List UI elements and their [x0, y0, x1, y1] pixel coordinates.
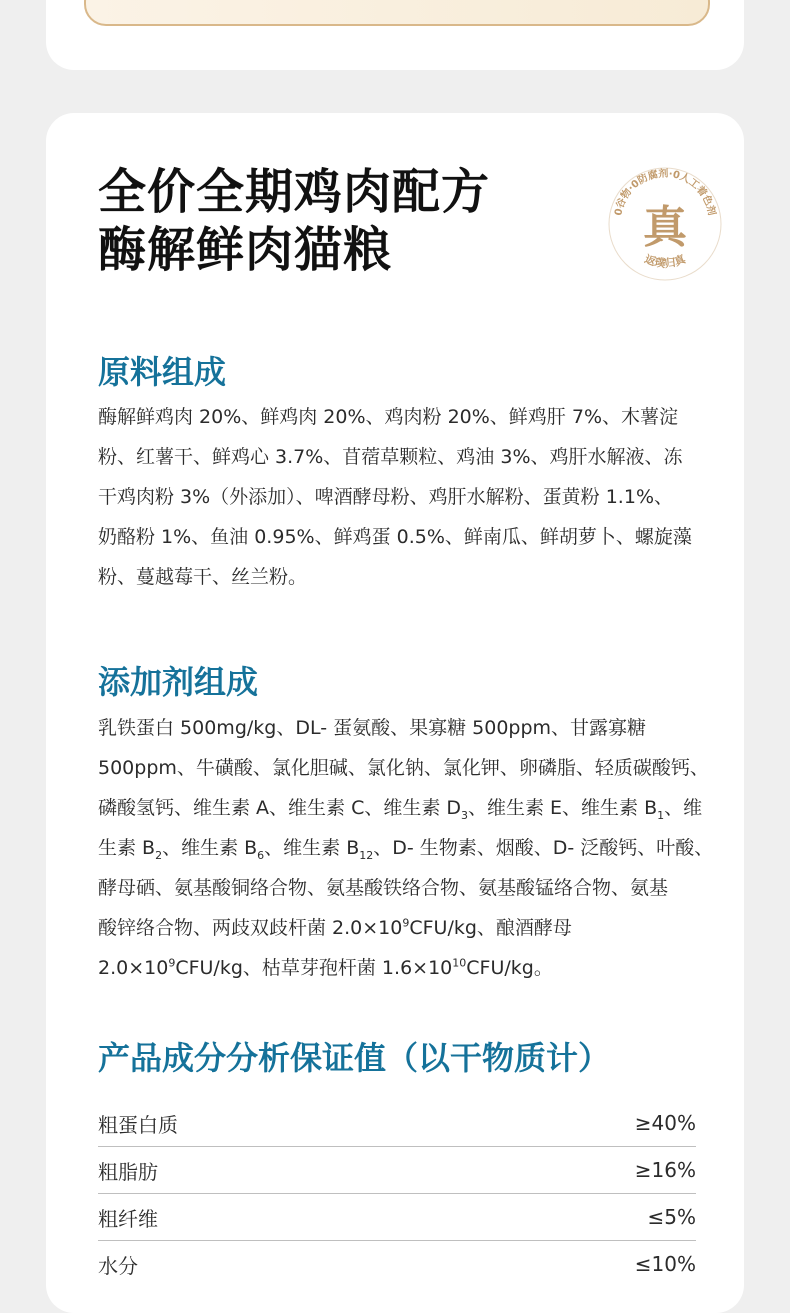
raw-materials-heading: 原料组成 [98, 353, 227, 391]
top-card [46, 0, 744, 70]
analysis-value: ≤5% [647, 1205, 696, 1229]
seal-ring-text-top: 0谷物·0防腐剂·0人工着色剂 [613, 168, 717, 217]
raw-materials-text [98, 397, 698, 597]
additives-line: 500ppm、牛磺酸、氯化胆碱、氯化钠、氯化钾、卵磷脂、轻质碳酸钙、 [98, 757, 709, 779]
additives-text [98, 708, 714, 988]
product-title [98, 163, 490, 279]
analysis-row [98, 1147, 696, 1194]
product-title-line1: 全价全期鸡肉配方 [98, 164, 491, 220]
raw-materials-line: 酶解鲜鸡肉 20%、鲜鸡肉 20%、鸡肉粉 20%、鲜鸡肝 7%、木薯淀 [98, 406, 678, 428]
seal-ring-text-bottom: 返璞归真 [642, 252, 688, 271]
seal-center-char: 真 [643, 202, 687, 253]
analysis-value: ≥16% [634, 1158, 696, 1182]
additives-line: 酸锌络合物、两歧双歧杆菌 $2.0\times 10^9CFU/kg$、酿酒酵母 [98, 916, 572, 939]
analysis-label: 粗脂肪 [98, 1159, 158, 1184]
analysis-table [98, 1100, 696, 1287]
analysis-label: 粗纤维 [98, 1206, 158, 1231]
analysis-label: 粗蛋白质 [98, 1112, 178, 1137]
additives-line: 磷酸氢钙、维生素 A、维生素 C、维生素 $D_3$、维生素 E、维生素 $B_1$、维 [98, 797, 703, 822]
additives-line: $2.0\times 10^9CFU/kg$、枯草芽孢杆菌 $1.6\times 10^{10}CFU/kg$。 [98, 956, 553, 979]
analysis-row [98, 1194, 696, 1241]
analysis-value: ≤10% [634, 1252, 696, 1276]
raw-materials-line: 粉、红薯干、鲜鸡心 3.7%、苜蓿草颗粒、鸡油 3%、鸡肝水解液、冻 [98, 446, 683, 468]
analysis-value: ≥40% [634, 1111, 696, 1135]
raw-materials-line: 干鸡肉粉 3%（外添加）、啤酒酵母粉、鸡肝水解粉、蛋黄粉 1.1%、 [98, 486, 673, 508]
additives-heading: 添加剂组成 [98, 663, 259, 701]
analysis-heading: 产品成分分析保证值（以干物质计） [98, 1039, 611, 1077]
raw-materials-line: 粉、蔓越莓干、丝兰粉。 [98, 566, 308, 588]
additives-line: 乳铁蛋白 500mg/kg、DL- 蛋氨酸、果寡糖 500ppm、甘露寡糖 [98, 717, 647, 739]
raw-materials-line: 奶酪粉 1%、鱼油 0.95%、鲜鸡蛋 0.5%、鲜南瓜、鲜胡萝卜、螺旋藻 [98, 526, 692, 548]
analysis-row [98, 1241, 696, 1287]
additives-line: 生素 $B_2$、维生素 $B_6$、维生素 $B_{12}$、D- 生物素、烟酸、D- 泛酸钙、叶酸、 [98, 837, 714, 862]
authentic-seal-icon [608, 156, 722, 284]
analysis-label: 水分 [98, 1253, 138, 1278]
additives-line: 酵母硒、氨基酸铜络合物、氨基酸铁络合物、氨基酸锰络合物、氨基 [98, 877, 669, 899]
svg-text:返璞归真 [643, 251, 689, 270]
top-banner-pill [84, 0, 710, 26]
product-title-line2: 酶解鲜肉猫粮 [98, 222, 393, 278]
analysis-row [98, 1100, 696, 1147]
